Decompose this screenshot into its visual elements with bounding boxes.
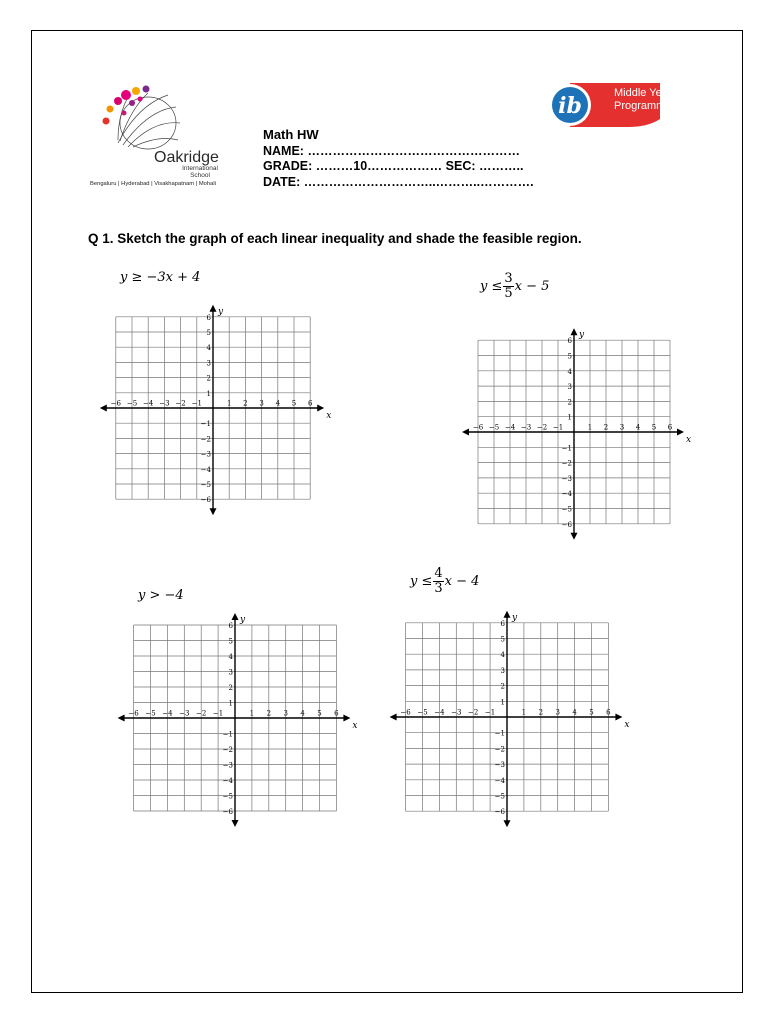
x-tick-label: 1 — [587, 423, 593, 432]
y-tick-label: 1 — [567, 413, 572, 422]
inequality-4: y ≤ $\frac{4}{3}$ x − 4 — [410, 566, 480, 596]
x-tick-label: 3 — [283, 709, 288, 718]
y-tick-label: −1 — [561, 444, 572, 453]
x-tick-label: −5 — [417, 708, 428, 717]
coordinate-grid-4 — [390, 607, 630, 829]
logo-subtitle: International School — [182, 165, 218, 179]
x-axis-arrow-left — [118, 715, 125, 722]
y-tick-label: −2 — [561, 459, 572, 468]
logo-cities: Bengaluru | Hyderabad | Visakhapatnam | Mohali — [90, 181, 216, 187]
ib-letter: ib — [558, 93, 582, 119]
y-tick-label: 2 — [567, 398, 572, 407]
y-tick-label: 3 — [206, 359, 211, 368]
x-tick-label: 6 — [307, 399, 313, 408]
x-tick-label: −6 — [128, 709, 139, 718]
y-tick-label: −1 — [494, 729, 505, 738]
x-axis-arrow-right — [317, 405, 324, 412]
y-tick-label: 6 — [567, 337, 572, 346]
y-tick-label: 4 — [567, 367, 572, 376]
y-tick-label: 6 — [206, 313, 211, 322]
y-tick-label: 6 — [228, 622, 233, 630]
y-tick-label: 3 — [500, 666, 505, 675]
coordinate-grid-1 — [100, 294, 330, 509]
y-tick-label: 5 — [567, 352, 572, 361]
ib-myp-logo — [548, 83, 677, 127]
y-tick-label: −6 — [561, 520, 572, 529]
x-axis-arrow-right — [343, 715, 350, 722]
y-tick-label: −4 — [222, 777, 233, 785]
x-tick-label: −5 — [488, 423, 500, 432]
y-tick-label: −3 — [222, 761, 233, 770]
page-title: Math HW — [263, 127, 319, 142]
y-tick-label: −3 — [561, 474, 572, 483]
x-tick-label: 5 — [317, 709, 322, 718]
y-tick-label: −1 — [222, 730, 233, 739]
y-tick-label: −4 — [200, 465, 211, 474]
x-axis-arrow-left — [390, 714, 397, 721]
x-axis-label: x — [624, 720, 630, 730]
x-tick-label: 6 — [606, 708, 611, 717]
y-tick-label: −1 — [200, 420, 211, 429]
y-tick-label: 4 — [206, 344, 211, 353]
x-axis-arrow-right — [677, 429, 684, 436]
inequality-1: y ≥ −3x + 4 — [120, 270, 201, 285]
x-tick-label: −3 — [179, 709, 190, 718]
x-axis-label: x — [326, 411, 332, 421]
logo-dot — [143, 86, 150, 93]
y-tick-label: 5 — [206, 329, 211, 337]
y-axis-arrow-up — [210, 305, 217, 312]
y-tick-label: −5 — [200, 481, 211, 489]
y-tick-label: −6 — [200, 496, 211, 505]
y-tick-label: 1 — [206, 389, 211, 398]
x-axis-arrow-right — [615, 714, 622, 721]
x-tick-label: 5 — [291, 399, 297, 408]
inequality-2: y ≤ $\frac{3}{5}$ x − 5 — [480, 271, 550, 301]
x-tick-label: 4 — [275, 399, 281, 408]
y-tick-label: 2 — [206, 374, 211, 383]
y-tick-label: −4 — [494, 776, 505, 785]
y-tick-label: −2 — [222, 746, 233, 754]
y-axis-arrow-down — [504, 820, 511, 827]
x-tick-label: −5 — [145, 709, 156, 718]
x-axis-label: x — [686, 435, 692, 445]
oakridge-logo — [88, 85, 258, 195]
x-tick-label: −3 — [520, 423, 532, 432]
grade-field: GRADE: ………10……………… SEC: ……….. — [263, 159, 524, 173]
y-tick-label: −5 — [561, 505, 572, 514]
logo-dot — [114, 97, 122, 105]
logo-name: Oakridge — [154, 149, 219, 166]
logo-dot — [103, 118, 110, 125]
x-tick-label: 6 — [667, 423, 673, 432]
x-tick-label: 2 — [243, 399, 248, 408]
globe-logo-icon — [88, 85, 198, 155]
y-tick-label: −6 — [222, 808, 233, 816]
logo-dot — [129, 100, 135, 106]
x-tick-label: −2 — [196, 709, 207, 718]
x-tick-label: 5 — [589, 708, 594, 717]
x-tick-label: −1 — [212, 709, 224, 718]
x-axis-arrow-left — [462, 429, 469, 436]
y-axis-arrow-up — [232, 613, 239, 620]
x-tick-label: 2 — [266, 709, 272, 718]
logo-dot — [107, 106, 114, 113]
y-axis-arrow-up — [504, 611, 511, 618]
x-tick-label: 3 — [619, 423, 625, 432]
x-tick-label: −5 — [126, 399, 138, 408]
y-tick-label: 2 — [500, 682, 505, 691]
logo-dot — [121, 90, 131, 100]
ib-text: Middle Years Programme — [614, 87, 677, 112]
x-axis-arrow-left — [100, 405, 107, 412]
x-tick-label: 4 — [300, 709, 305, 718]
x-tick-label: −3 — [451, 708, 462, 717]
y-tick-label: −4 — [561, 490, 572, 499]
x-axis-label: x — [352, 721, 358, 731]
y-tick-label: 3 — [228, 668, 233, 677]
x-tick-label: −4 — [504, 423, 516, 432]
x-tick-label: 1 — [521, 708, 527, 717]
y-tick-label: −3 — [200, 450, 211, 459]
x-tick-label: 1 — [249, 709, 255, 718]
y-tick-label: −5 — [222, 792, 233, 801]
y-tick-label: −2 — [494, 745, 505, 754]
y-axis-label: y — [512, 612, 518, 623]
y-tick-label: 4 — [500, 651, 505, 660]
y-tick-label: −2 — [200, 435, 211, 444]
y-tick-label: 2 — [228, 684, 233, 692]
y-tick-label: 5 — [228, 637, 233, 646]
y-tick-label: −6 — [494, 808, 505, 817]
coordinate-grid-2 — [460, 316, 690, 531]
x-tick-label: −3 — [159, 399, 170, 408]
x-tick-label: 6 — [334, 709, 339, 718]
x-tick-label: −2 — [468, 708, 479, 717]
y-tick-label: 5 — [500, 635, 505, 644]
y-tick-label: −5 — [494, 792, 505, 801]
x-tick-label: 3 — [555, 708, 560, 717]
x-tick-label: 3 — [259, 399, 264, 408]
homework-header — [263, 127, 534, 190]
y-tick-label: 3 — [567, 383, 572, 392]
x-tick-label: 1 — [226, 399, 232, 408]
x-tick-label: −4 — [434, 708, 445, 717]
date-field: DATE: …………………………..………..…………. — [263, 174, 534, 189]
x-tick-label: −4 — [143, 399, 154, 408]
logo-dot — [122, 111, 127, 116]
y-axis-arrow-down — [232, 820, 239, 827]
x-tick-label: −6 — [110, 399, 121, 408]
inequality-3: y > −4 — [138, 588, 184, 603]
x-tick-label: −2 — [536, 423, 548, 432]
y-tick-label: 4 — [228, 653, 233, 661]
x-tick-label: −1 — [552, 423, 564, 432]
x-tick-label: 2 — [538, 708, 544, 717]
y-tick-label: 6 — [500, 619, 505, 628]
y-axis-arrow-up — [571, 328, 578, 335]
x-tick-label: −1 — [484, 708, 496, 717]
y-tick-label: −3 — [494, 761, 505, 770]
x-tick-label: 2 — [603, 423, 609, 432]
x-tick-label: 4 — [635, 423, 641, 432]
x-tick-label: −4 — [162, 709, 173, 718]
logo-dot — [138, 97, 143, 102]
x-tick-label: −2 — [175, 399, 186, 408]
y-axis-label: y — [579, 330, 585, 341]
y-axis-label: y — [218, 306, 224, 317]
x-tick-label: 4 — [572, 708, 577, 717]
x-tick-label: −1 — [191, 399, 202, 408]
x-tick-label: 5 — [651, 423, 657, 432]
name-field: NAME: …………………………………………… — [263, 143, 520, 158]
x-tick-label: −6 — [472, 423, 484, 432]
logo-dot — [132, 87, 140, 95]
coordinate-grid-3 — [117, 610, 357, 828]
question-1: Q 1. Sketch the graph of each linear inequality and shade the feasible region. — [88, 231, 582, 246]
y-tick-label: 1 — [500, 698, 505, 707]
y-tick-label: 1 — [228, 699, 233, 708]
x-tick-label: −6 — [400, 708, 411, 717]
y-axis-label: y — [240, 615, 246, 625]
